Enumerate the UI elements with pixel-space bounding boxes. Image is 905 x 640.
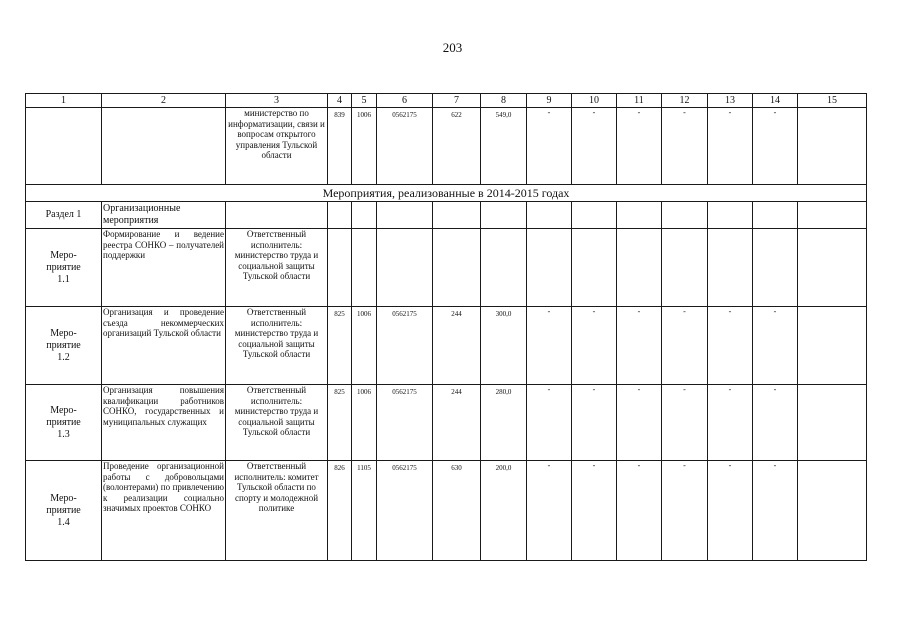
measure-row <box>26 229 867 307</box>
code-cell: 826 <box>328 461 352 561</box>
section-label: Раздел 1 <box>26 202 102 229</box>
column-header: 4 <box>328 94 352 108</box>
column-number-row <box>26 94 867 108</box>
dash-cell <box>708 229 753 307</box>
section-name: Организационные мероприятия <box>102 202 226 229</box>
measure-name: Проведение организационной работы с добровольцами (волонтерами) по привлечению к реализации социально значимых проектов СОНКО <box>102 461 226 561</box>
executor-cell: Ответственный исполнитель: министерство труда и социальной защиты Тульской области <box>226 229 328 307</box>
amount-cell: 300,0 <box>481 307 527 385</box>
continuation-row <box>26 108 867 185</box>
dash-cell: - <box>753 385 798 461</box>
executor-cell: министерство по информатизации, связи и вопросам открытого управления Тульской области <box>226 108 328 185</box>
dash-cell: - <box>617 108 662 185</box>
empty-cell <box>798 461 867 561</box>
dash-cell: - <box>708 385 753 461</box>
column-header: 6 <box>377 94 433 108</box>
code-cell: 622 <box>433 108 481 185</box>
dash-cell: - <box>662 385 708 461</box>
code-cell: 1006 <box>352 108 377 185</box>
empty-cell <box>798 229 867 307</box>
column-header: 7 <box>433 94 481 108</box>
empty-cell <box>572 202 617 229</box>
dash-cell: - <box>708 307 753 385</box>
dash-cell: - <box>527 461 572 561</box>
code-cell <box>377 229 433 307</box>
empty-cell <box>617 202 662 229</box>
dash-cell: - <box>617 461 662 561</box>
section-row <box>26 202 867 229</box>
column-header: 13 <box>708 94 753 108</box>
column-header: 3 <box>226 94 328 108</box>
amount-cell: 549,0 <box>481 108 527 185</box>
empty-cell <box>798 202 867 229</box>
dash-cell: - <box>662 108 708 185</box>
dash-cell: - <box>572 385 617 461</box>
code-cell: 825 <box>328 385 352 461</box>
empty-cell <box>662 202 708 229</box>
measure-row <box>26 461 867 561</box>
measure-name: Организация и проведение съезда некоммерческих организаций Тульской области <box>102 307 226 385</box>
code-cell: 244 <box>433 307 481 385</box>
code-cell: 0562175 <box>377 108 433 185</box>
measure-row <box>26 307 867 385</box>
dash-cell: - <box>617 385 662 461</box>
empty-cell <box>226 202 328 229</box>
dash-cell <box>753 229 798 307</box>
dash-cell: - <box>572 307 617 385</box>
section-title-row <box>26 185 867 202</box>
dash-cell: - <box>572 461 617 561</box>
executor-cell: Ответственный исполнитель: комитет Тульской области по спорту и молодежной политике <box>226 461 328 561</box>
dash-cell: - <box>753 108 798 185</box>
dash-cell: - <box>708 461 753 561</box>
empty-cell <box>481 202 527 229</box>
empty-cell <box>708 202 753 229</box>
empty-cell <box>352 202 377 229</box>
measure-row <box>26 385 867 461</box>
code-cell: 1105 <box>352 461 377 561</box>
amount-cell: 200,0 <box>481 461 527 561</box>
code-cell: 0562175 <box>377 461 433 561</box>
column-header: 1 <box>26 94 102 108</box>
code-cell <box>433 229 481 307</box>
column-header: 9 <box>527 94 572 108</box>
empty-cell <box>798 108 867 185</box>
dash-cell: - <box>708 108 753 185</box>
empty-cell <box>377 202 433 229</box>
measure-name: Формирование и ведение реестра СОНКО – получателей поддержки <box>102 229 226 307</box>
column-header: 11 <box>617 94 662 108</box>
measure-label: Меро- приятие 1.4 <box>26 461 102 561</box>
code-cell: 0562175 <box>377 307 433 385</box>
executor-cell: Ответственный исполнитель: министерство труда и социальной защиты Тульской области <box>226 385 328 461</box>
dash-cell <box>617 229 662 307</box>
dash-cell: - <box>527 385 572 461</box>
column-header: 15 <box>798 94 867 108</box>
dash-cell: - <box>527 307 572 385</box>
measure-label: Меро- приятие 1.3 <box>26 385 102 461</box>
dash-cell <box>527 229 572 307</box>
code-cell: 0562175 <box>377 385 433 461</box>
dash-cell <box>662 229 708 307</box>
dash-cell: - <box>527 108 572 185</box>
column-header: 8 <box>481 94 527 108</box>
code-cell: 839 <box>328 108 352 185</box>
column-header: 14 <box>753 94 798 108</box>
measure-label: Меро- приятие 1.2 <box>26 307 102 385</box>
code-cell: 825 <box>328 307 352 385</box>
measure-name: Организация повышения квалификации работников СОНКО, государственных и муниципальных служащих <box>102 385 226 461</box>
code-cell: 630 <box>433 461 481 561</box>
amount-cell <box>481 229 527 307</box>
column-header: 10 <box>572 94 617 108</box>
empty-cell <box>753 202 798 229</box>
empty-cell <box>798 307 867 385</box>
amount-cell: 280,0 <box>481 385 527 461</box>
dash-cell: - <box>572 108 617 185</box>
executor-cell: Ответственный исполнитель: министерство труда и социальной защиты Тульской области <box>226 307 328 385</box>
empty-cell <box>328 202 352 229</box>
dash-cell: - <box>662 461 708 561</box>
dash-cell: - <box>617 307 662 385</box>
column-header: 2 <box>102 94 226 108</box>
code-cell: 1006 <box>352 385 377 461</box>
dash-cell: - <box>753 307 798 385</box>
column-header: 12 <box>662 94 708 108</box>
budget-table <box>25 93 867 561</box>
empty-cell <box>527 202 572 229</box>
code-cell: 1006 <box>352 307 377 385</box>
empty-cell <box>433 202 481 229</box>
label-cell <box>26 108 102 185</box>
dash-cell: - <box>753 461 798 561</box>
name-cell <box>102 108 226 185</box>
code-cell: 244 <box>433 385 481 461</box>
measure-label: Меро- приятие 1.1 <box>26 229 102 307</box>
code-cell <box>352 229 377 307</box>
empty-cell <box>798 385 867 461</box>
dash-cell <box>572 229 617 307</box>
column-header: 5 <box>352 94 377 108</box>
page-number: 203 <box>442 40 463 55</box>
dash-cell: - <box>662 307 708 385</box>
section-title: Мероприятия, реализованные в 2014-2015 годах <box>26 185 867 202</box>
code-cell <box>328 229 352 307</box>
